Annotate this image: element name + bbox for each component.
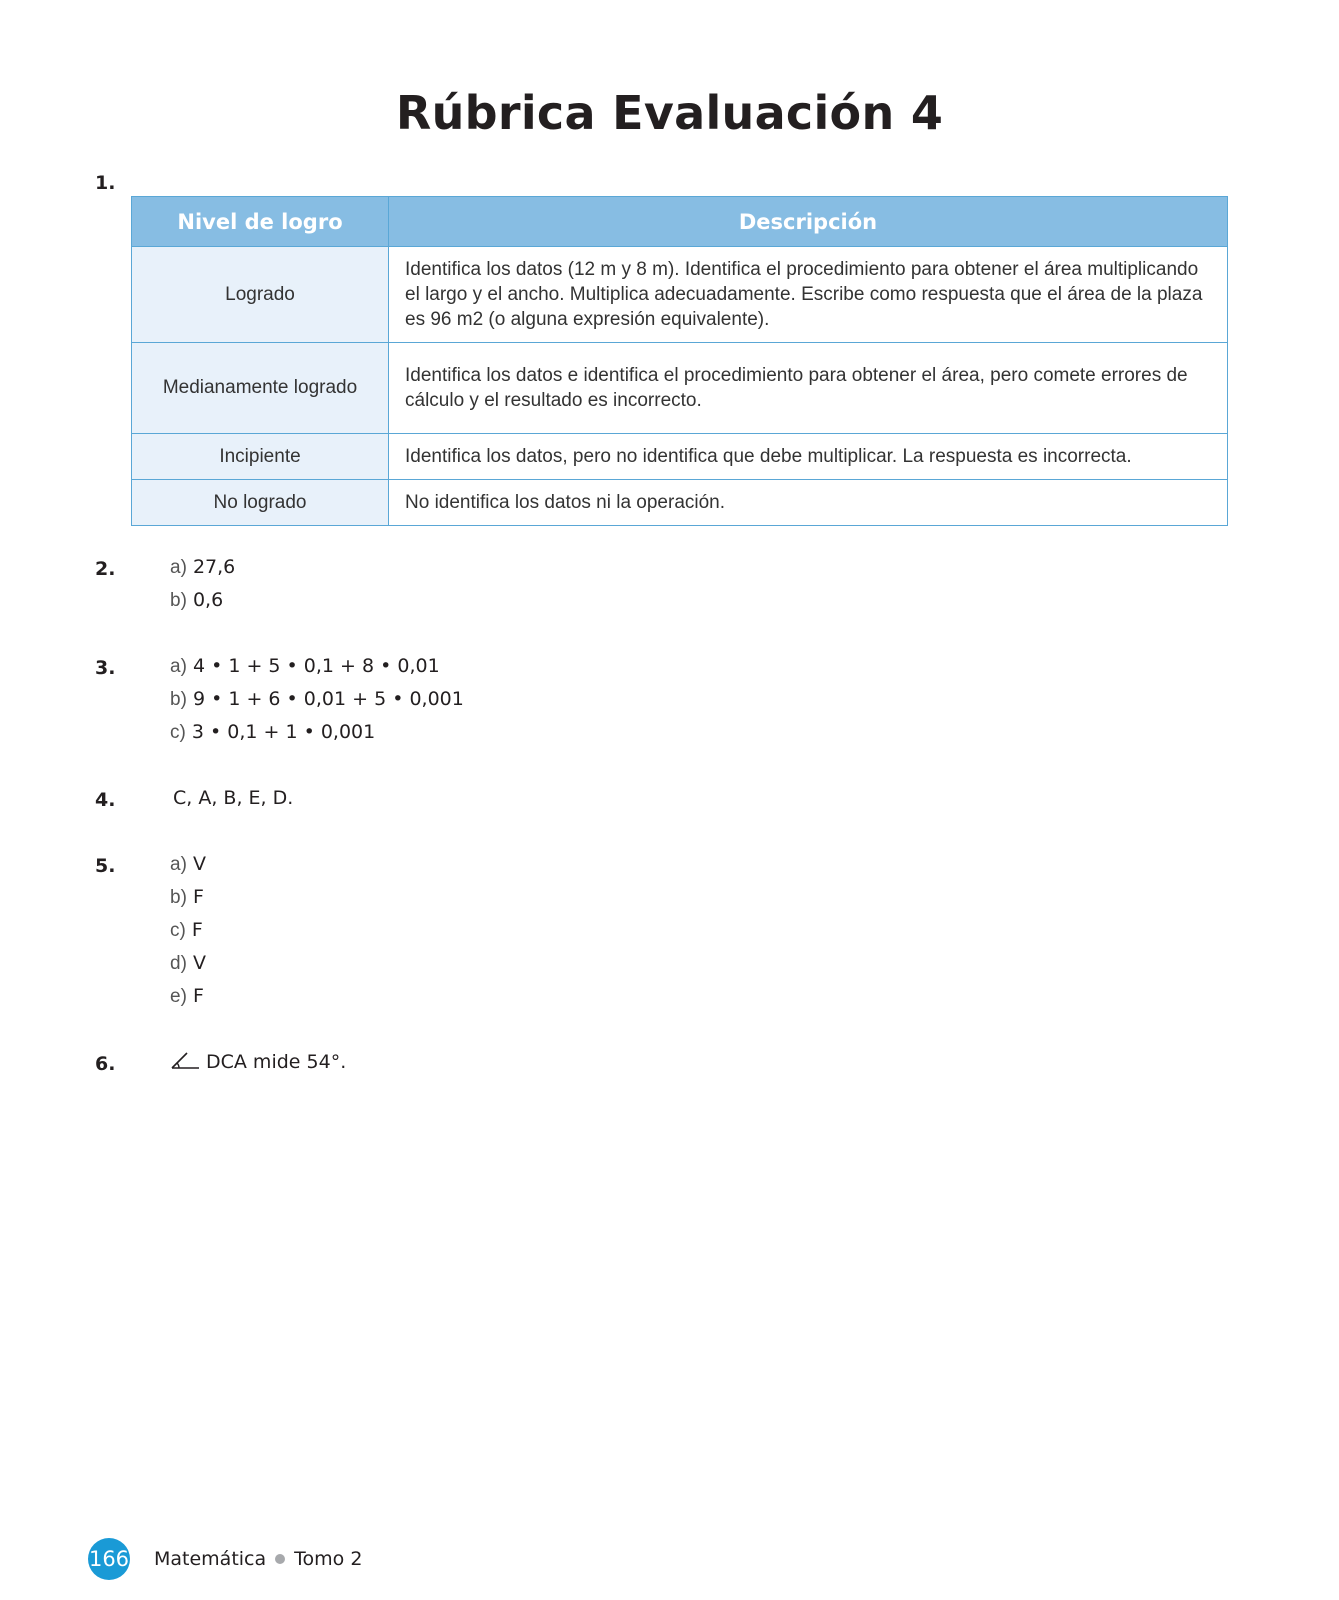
page-footer bbox=[88, 1538, 362, 1580]
answer-item bbox=[170, 683, 464, 716]
answer-item bbox=[170, 848, 206, 881]
answer-letter: a) bbox=[170, 656, 187, 677]
page-number: 166 bbox=[88, 1538, 130, 1580]
header-description: Descripción bbox=[389, 197, 1228, 247]
answer-item bbox=[170, 914, 206, 947]
footer-volume: Tomo 2 bbox=[294, 1548, 363, 1570]
answer-item bbox=[170, 881, 206, 914]
answer-value: F bbox=[192, 985, 204, 1007]
answer-item bbox=[170, 947, 206, 980]
answer-6 bbox=[170, 1046, 346, 1082]
question-number-2: 2. bbox=[95, 558, 116, 580]
angle-icon bbox=[170, 1049, 200, 1082]
answer-value: F bbox=[191, 919, 203, 941]
answer-letter: c) bbox=[170, 920, 186, 941]
rubric-description: Identifica los datos e identifica el procedimiento para obtener el área, pero comete errores de cálculo y el resultado es incorrecto. bbox=[389, 343, 1228, 434]
answer-value: F bbox=[192, 886, 204, 908]
rubric-description: No identifica los datos ni la operación. bbox=[389, 480, 1228, 526]
answer-value: 4 • 1 + 5 • 0,1 + 8 • 0,01 bbox=[192, 655, 440, 677]
rubric-row bbox=[132, 247, 1228, 343]
question-number-5: 5. bbox=[95, 855, 116, 877]
answer-item bbox=[170, 650, 464, 683]
answer-letter: d) bbox=[170, 953, 187, 974]
answer-3 bbox=[170, 650, 464, 749]
rubric-description: Identifica los datos (12 m y 8 m). Identifica el procedimiento para obtener el área multiplicando el largo y el ancho. Multiplica adecuadamente. Escribe como respuesta que el área de la plaza es 96 m2 (o alguna expresión equivalente). bbox=[389, 247, 1228, 343]
answer-5 bbox=[170, 848, 206, 1013]
rubric-level: Medianamente logrado bbox=[132, 343, 389, 434]
footer-separator-dot bbox=[275, 1554, 285, 1564]
rubric-header-row bbox=[132, 197, 1228, 247]
answer-value: 9 • 1 + 6 • 0,01 + 5 • 0,001 bbox=[192, 688, 464, 710]
answer-value: DCA mide 54°. bbox=[206, 1051, 347, 1073]
answer-letter: e) bbox=[170, 986, 187, 1007]
answer-item bbox=[170, 584, 235, 617]
answer-4: C, A, B, E, D. bbox=[173, 787, 294, 809]
answer-letter: a) bbox=[170, 854, 187, 875]
question-number-4: 4. bbox=[95, 789, 116, 811]
answer-letter: b) bbox=[170, 689, 187, 710]
answer-letter: c) bbox=[170, 722, 186, 743]
rubric-row bbox=[132, 480, 1228, 526]
rubric-description: Identifica los datos, pero no identifica que debe multiplicar. La respuesta es incorrecta. bbox=[389, 434, 1228, 480]
page-title: Rúbrica Evaluación 4 bbox=[395, 86, 944, 140]
rubric-level: Incipiente bbox=[132, 434, 389, 480]
answer-item bbox=[170, 716, 464, 749]
header-level: Nivel de logro bbox=[132, 197, 389, 247]
answer-item bbox=[170, 551, 235, 584]
answer-letter: b) bbox=[170, 590, 187, 611]
rubric-table bbox=[131, 196, 1228, 526]
rubric-level: No logrado bbox=[132, 480, 389, 526]
answer-value: V bbox=[192, 853, 206, 875]
question-number-3: 3. bbox=[95, 657, 116, 679]
answer-letter: b) bbox=[170, 887, 187, 908]
answer-2 bbox=[170, 551, 235, 617]
answer-item bbox=[170, 980, 206, 1013]
question-number-1: 1. bbox=[95, 172, 116, 194]
rubric-row bbox=[132, 434, 1228, 480]
answer-value: V bbox=[192, 952, 206, 974]
question-number-6: 6. bbox=[95, 1053, 116, 1075]
answer-value: 27,6 bbox=[192, 556, 236, 578]
rubric-row bbox=[132, 343, 1228, 434]
answer-letter: a) bbox=[170, 557, 187, 578]
answer-value: 0,6 bbox=[192, 589, 224, 611]
footer-subject: Matemática bbox=[154, 1548, 267, 1570]
rubric-level: Logrado bbox=[132, 247, 389, 343]
answer-value: 3 • 0,1 + 1 • 0,001 bbox=[191, 721, 376, 743]
